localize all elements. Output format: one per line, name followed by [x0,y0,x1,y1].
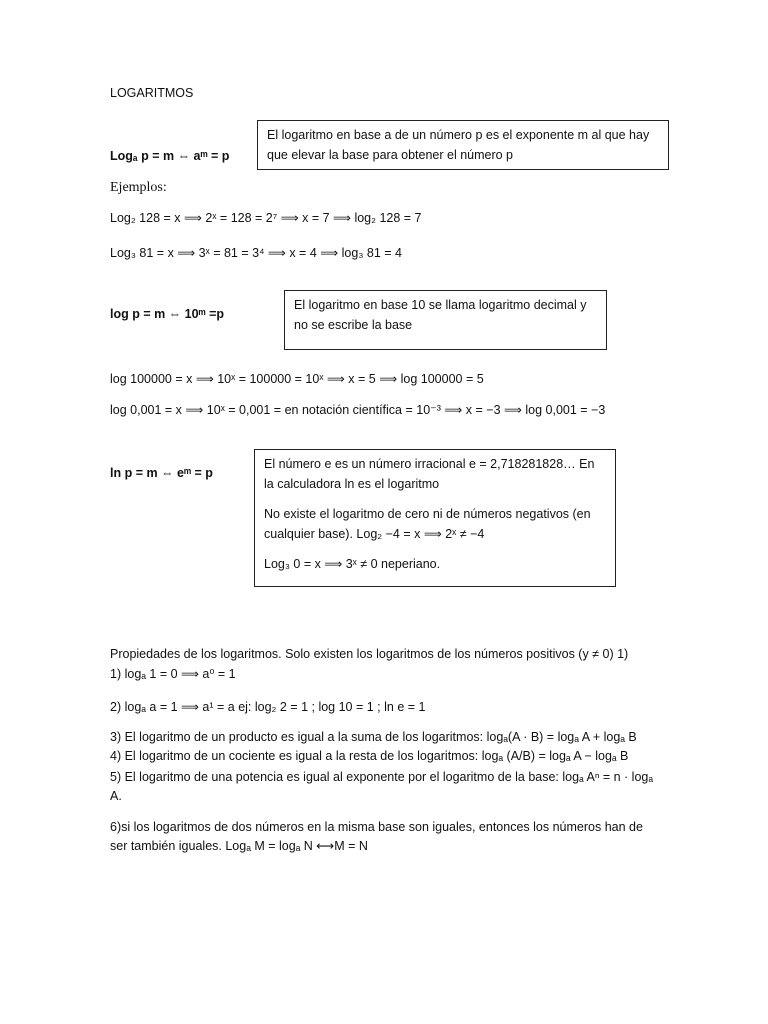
log-definition-box [257,120,669,170]
property-2: 2) logₐ a = 1 ⟹ a¹ = a ej: log₂ 2 = 1 ; log 10 = 1 ; ln e = 1 [110,700,426,714]
page-title: LOGARITMOS [110,86,194,100]
natural-log-text-2: No existe el logaritmo de cero ni de números negativos (en cualquier base). Log₂ −4 = x ⟹ 2ˣ ≠ −4 [264,507,591,541]
log-definition-text: El logaritmo en base a de un número p es el exponente m al que hay que elevar la base para obtener el número p [267,128,650,162]
example-log3: Log₃ 81 = x ⟹ 3ˣ = 81 = 3⁴ ⟹ x = 4 ⟹ log₃ 81 = 4 [110,246,402,260]
example-log2: Log₂ 128 = x ⟹ 2ˣ = 128 = 2⁷ ⟹ x = 7 ⟹ log₂ 128 = 7 [110,211,422,225]
property-6: 6)si los logaritmos de dos números en la misma base son iguales, entonces los números han de ser también iguales. Logₐ M = logₐ N ⟷M = N [110,820,643,853]
natural-log-formula: ln p = m ⇔ eᵐ = p [110,466,213,480]
natural-log-text-3: Log₃ 0 = x ⟹ 3ˣ ≠ 0 neperiano. [264,557,441,571]
property-3: 3) El logaritmo de un producto es igual a la suma de los logaritmos: logₐ(A · B) = logₐ A + logₐ B [110,730,637,744]
property-4: 4) El logaritmo de un cociente es igual a la resta de los logaritmos: logₐ (A/B) = logₐ A − logₐ B [110,749,629,763]
natural-log-box [254,449,616,587]
example-log-100000: log 100000 = x ⟹ 10ˣ = 100000 = 10ˣ ⟹ x = 5 ⟹ log 100000 = 5 [110,372,484,386]
decimal-log-formula: log p = m ⇔ 10ᵐ =p [110,307,225,321]
example-log-0001: log 0,001 = x ⟹ 10ˣ = 0,001 = en notación científica = 10⁻³ ⟹ x = −3 ⟹ log 0,001 = −3 [110,403,606,417]
decimal-log-text: El logaritmo en base 10 se llama logaritmo decimal y no se escribe la base [294,298,587,332]
decimal-log-box [284,290,607,350]
properties-intro: Propiedades de los logaritmos. Solo existen los logaritmos de los números positivos (y ≠ 0) 1) [110,647,629,661]
examples-heading: Ejemplos: [110,180,167,195]
log-definition-formula: Logₐ p = m ⇔ aᵐ = p [110,149,230,163]
property-1: 1) logₐ 1 = 0 ⟹ a⁰ = 1 [110,667,236,681]
natural-log-text-1: El número e es un número irracional e = 2,718281828… En la calculadora ln es el logaritmo [264,457,595,491]
property-5: 5) El logaritmo de una potencia es igual al exponente por el logaritmo de la base: logₐ Aⁿ = n · logₐ A. [110,770,654,803]
